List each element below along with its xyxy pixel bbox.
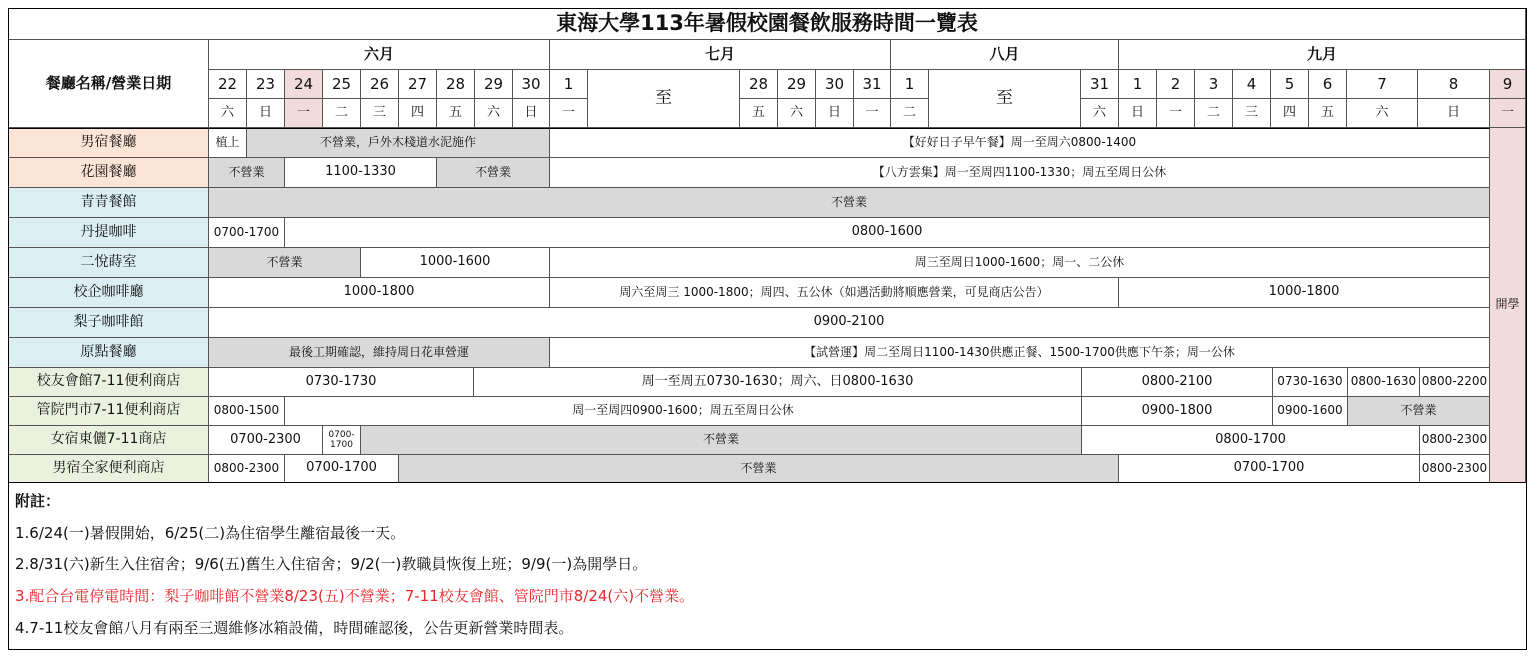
weekday-cell: 日	[513, 99, 550, 128]
date-cell: 3	[1195, 70, 1233, 99]
schedule-cell: 0800-2300	[1420, 455, 1490, 483]
weekday-cell: 一	[1490, 99, 1526, 128]
schedule-cell: 1100-1330	[285, 158, 437, 188]
month-september: 九月	[1119, 40, 1526, 70]
header-label: 餐廳名稱/營業日期	[9, 40, 209, 128]
weekday-cell: 日	[1119, 99, 1157, 128]
date-cell: 1	[891, 70, 929, 99]
weekday-cell: 一	[550, 99, 588, 128]
date-cell: 30	[816, 70, 854, 99]
schedule-cell-closed: 不營業	[399, 455, 1119, 483]
weekday-cell: 三	[361, 99, 399, 128]
date-cell: 27	[399, 70, 437, 99]
schedule-cell: 0730-1730	[209, 368, 474, 397]
schedule-cell-closed: 不營業	[1348, 397, 1490, 426]
row-name: 校友會館7-11便利商店	[9, 368, 209, 397]
schedule-cell: 0700-1700	[1119, 455, 1420, 483]
weekday-cell: 一	[854, 99, 891, 128]
row-name: 男宿餐廳	[9, 128, 209, 158]
schedule-cell: 0700-1700	[285, 455, 399, 483]
schedule-cell: 【八方雲集】周一至周四1100-1330；周五至周日公休	[550, 158, 1490, 188]
schedule-cell-closed: 不營業	[209, 158, 285, 188]
schedule-cell: 0800-1500	[209, 397, 285, 426]
date-cell: 26	[361, 70, 399, 99]
weekday-cell: 四	[1271, 99, 1309, 128]
schedule-cell-closed: 不營業	[209, 248, 361, 278]
date-cell: 22	[209, 70, 247, 99]
weekday-cell: 日	[816, 99, 854, 128]
date-cell: 7	[1347, 70, 1418, 99]
weekday-cell: 五	[437, 99, 475, 128]
date-cell: 25	[323, 70, 361, 99]
schedule-cell: 0800-2200	[1420, 368, 1490, 397]
row-name: 梨子咖啡館	[9, 308, 209, 338]
date-cell: 29	[475, 70, 513, 99]
schedule-cell: 周三至周日1000-1600；周一、二公休	[550, 248, 1490, 278]
schedule-cell: 0800-2300	[1420, 426, 1490, 455]
schedule-cell: 0730-1630	[1273, 368, 1348, 397]
date-cell: 2	[1157, 70, 1195, 99]
schedule-cell: 周一至周四0900-1600；周五至周日公休	[285, 397, 1082, 426]
date-cell: 6	[1309, 70, 1347, 99]
row-name: 女宿東儷7-11商店	[9, 426, 209, 455]
date-range-to: 至	[588, 70, 740, 128]
weekday-cell: 日	[1418, 99, 1490, 128]
note-item-warning: 3.配合台電停電時間：梨子咖啡館不營業8/23(五)不營業；7-11校友會館、管院門市8/24(六)不營業。	[15, 587, 695, 605]
row-name: 丹提咖啡	[9, 218, 209, 248]
date-cell: 5	[1271, 70, 1309, 99]
row-name: 管院門市7-11便利商店	[9, 397, 209, 426]
schedule-sheet	[8, 8, 1527, 650]
date-cell: 31	[854, 70, 891, 99]
weekday-cell: 一	[1157, 99, 1195, 128]
date-cell: 29	[778, 70, 816, 99]
date-cell: 23	[247, 70, 285, 99]
schedule-cell: 0900-1800	[1082, 397, 1273, 426]
weekday-cell: 三	[1233, 99, 1271, 128]
weekday-cell: 四	[399, 99, 437, 128]
schedule-cell: 0800-1600	[285, 218, 1490, 248]
weekday-cell: 六	[1081, 99, 1119, 128]
schedule-cell: 1000-1600	[361, 248, 550, 278]
date-cell: 4	[1233, 70, 1271, 99]
schedule-cell-closed: 最後工期確認，維持周日花車營運	[209, 338, 550, 368]
schedule-cell: 0700-2300	[209, 426, 323, 455]
weekday-cell: 二	[1195, 99, 1233, 128]
row-name: 花園餐廳	[9, 158, 209, 188]
row-name: 原點餐廳	[9, 338, 209, 368]
date-cell: 1	[1119, 70, 1157, 99]
date-cell: 30	[513, 70, 550, 99]
schedule-cell: 【好好日子早午餐】周一至周六0800-1400	[550, 128, 1490, 158]
note-item: 1.6/24(一)暑假開始，6/25(二)為住宿學生離宿最後一天。	[15, 524, 406, 542]
schedule-cell: 植上	[209, 128, 247, 158]
schedule-cell-closed: 不營業	[209, 188, 1490, 218]
date-cell: 1	[550, 70, 588, 99]
row-name: 校企咖啡廳	[9, 278, 209, 308]
weekday-cell: 日	[247, 99, 285, 128]
schedule-cell: 0700-1700	[209, 218, 285, 248]
schedule-cell: 周六至周三 1000-1800；周四、五公休（如遇活動將順應營業，可見商店公告）	[550, 278, 1119, 308]
schedule-cell: 1000-1800	[209, 278, 550, 308]
date-cell: 28	[437, 70, 475, 99]
date-cell: 8	[1418, 70, 1490, 99]
schedule-cell: 0700-1700	[323, 426, 361, 455]
schedule-cell-closed: 不營業	[361, 426, 1082, 455]
schedule-cell: 0800-1630	[1348, 368, 1420, 397]
schedule-cell-closed: 不營業	[437, 158, 550, 188]
schedule-cell: 0800-1700	[1082, 426, 1420, 455]
schedule-cell-closed: 不營業，戶外木棧道水泥施作	[247, 128, 550, 158]
schedule-cell: 【試營運】周二至周日1100-1430供應正餐、1500-1700供應下午茶；周一公休	[550, 338, 1490, 368]
weekday-cell: 二	[323, 99, 361, 128]
date-cell: 28	[740, 70, 778, 99]
date-cell: 24	[285, 70, 323, 99]
note-item: 2.8/31(六)新生入住宿舍；9/6(五)舊生入住宿舍；9/2(一)教職員恢復上班；9/9(一)為開學日。	[15, 555, 648, 573]
schedule-cell: 0900-1600	[1273, 397, 1348, 426]
weekday-cell: 一	[285, 99, 323, 128]
date-range-to: 至	[929, 70, 1081, 128]
schedule-cell: 0800-2300	[209, 455, 285, 483]
schedule-cell: 1000-1800	[1119, 278, 1490, 308]
date-cell: 31	[1081, 70, 1119, 99]
schedule-cell: 0800-2100	[1082, 368, 1273, 397]
notes-heading: 附註：	[15, 492, 61, 510]
row-name: 青青餐館	[9, 188, 209, 218]
weekday-cell: 六	[475, 99, 513, 128]
weekday-cell: 六	[778, 99, 816, 128]
row-name: 男宿全家便利商店	[9, 455, 209, 483]
row-name: 二悅蒔室	[9, 248, 209, 278]
schedule-cell: 周一至周五0730-1630；周六、日0800-1630	[474, 368, 1082, 397]
schedule-cell: 0900-2100	[209, 308, 1490, 338]
page-title: 東海大學113年暑假校園餐飲服務時間一覽表	[9, 9, 1526, 40]
weekday-cell: 二	[891, 99, 929, 128]
weekday-cell: 五	[740, 99, 778, 128]
month-july: 七月	[550, 40, 891, 70]
date-cell: 9	[1490, 70, 1526, 99]
note-item: 4.7-11校友會館八月有兩至三週維修冰箱設備，時間確認後，公告更新營業時間表。	[15, 619, 574, 637]
month-august: 八月	[891, 40, 1119, 70]
weekday-cell: 六	[1347, 99, 1418, 128]
month-june: 六月	[209, 40, 550, 70]
weekday-cell: 六	[209, 99, 247, 128]
weekday-cell: 五	[1309, 99, 1347, 128]
opening-day-column: 開學	[1490, 128, 1526, 483]
